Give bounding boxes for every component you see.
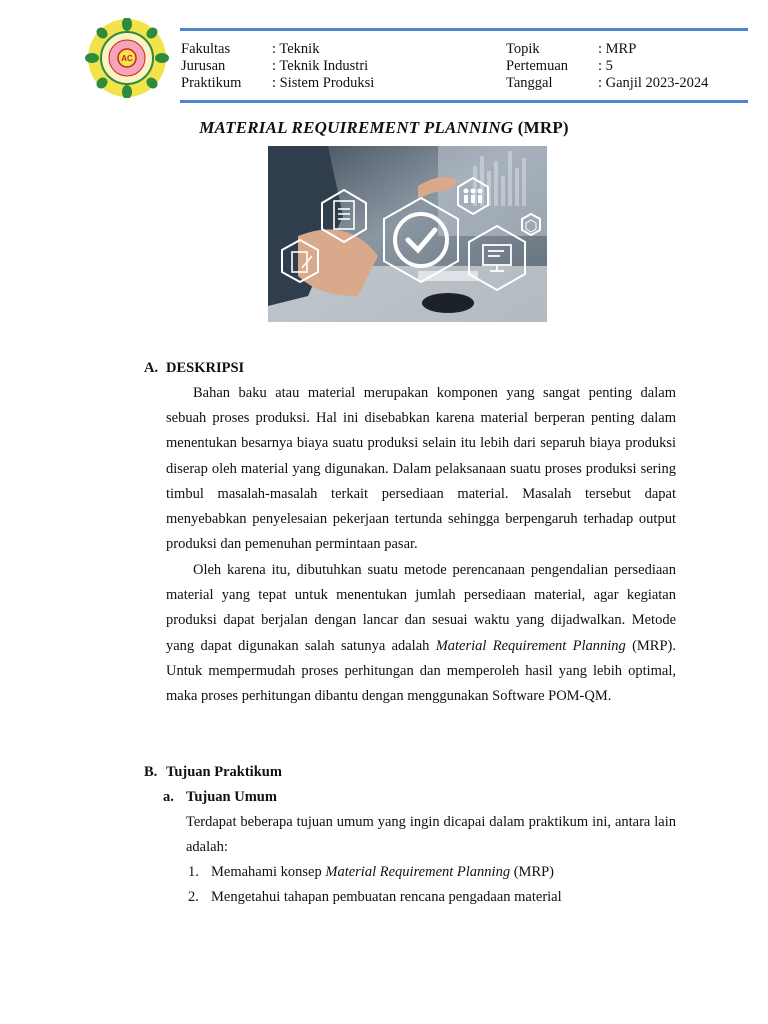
header-label-topik: Topik [506,41,540,57]
header-label-tanggal: Tanggal [506,75,553,91]
subsection-a-heading: Tujuan Umum [186,789,277,805]
section-a-heading: DESKRIPSI [166,360,245,376]
logo-text: AC [121,54,133,63]
header-value-tanggal: : Ganjil 2023-2024 [598,75,709,91]
header-label-praktikum: Praktikum [181,75,242,91]
university-logo [84,18,170,98]
subsection-a-marker: a. [163,789,174,805]
section-b-heading: Tujuan Praktikum [166,764,282,780]
mrp-illustration [268,146,547,322]
paragraph-2-italic: Material Requirement Planning [435,637,626,654]
people-icon [464,189,483,204]
list-item-text: Memahami konsep [211,864,326,880]
header-value-jurusan: : Teknik Industri [272,58,369,74]
section-a-marker: A. [144,360,159,376]
list-item-text: (MRP) [510,864,555,880]
paragraph-2-text-a: Oleh karena itu, dibutuhkan suatu metode perencanaan pengendalian persediaan material yang tepat untuk menentukan jumlah persediaan material, agar kegiatan produksi dapat berjalan dengan lancar dan sesuai waktu yang dijadwalkan. Metode yang dapat digunakan salah satunya adalah [166,562,676,654]
list-item [211,864,554,881]
header-value-pertemuan: : 5 [598,58,613,74]
header-label-jurusan: Jurusan [181,58,226,74]
header-rule-top [180,28,748,31]
page-title [0,118,768,138]
section-b-marker: B. [144,764,158,780]
header-label-fakultas: Fakultas [181,41,231,57]
paragraph-2-text-b: (MRP). Untuk mempermudah proses perhitungan dan memperoleh hasil yang lebih optimal, maka proses perhitungan dibantu dengan menggunakan Software POM-QM. [166,637,676,705]
section-a-paragraph-2 [166,558,676,709]
header-value-fakultas: : Teknik [272,41,320,57]
title-italic: MATERIAL REQUIREMENT PLANNING [199,118,514,137]
list-item [211,889,562,906]
list-item-italic: Material Requirement Planning [325,864,511,880]
list-item-text: Mengetahui tahapan pembuatan rencana pengadaan material [211,889,562,905]
header-value-topik: : MRP [598,41,637,57]
header-value-praktikum: : Sistem Produksi [272,75,375,91]
list-item-number: 2. [188,889,199,905]
tujuan-umum-intro: Terdapat beberapa tujuan umum yang ingin dicapai dalam praktikum ini, antara lain adalah: [186,814,676,856]
section-a-paragraph-1: Bahan baku atau material merupakan komponen yang sangat penting dalam sebuah proses produksi. Hal ini disebabkan karena material berperan penting dalam menentukan besarnya biaya suatu produksi selain itu lebih dari separuh biaya produksi diserap oleh material yang digunakan. Dalam pelaksanaan suatu proses produksi sering timbul masalah-masalah terkait persediaan material. Masalah tersebut dapat menyebabkan penyelesaian pekerjaan tertunda sehingga berpengaruh terhadap output produksi dan pemenuhan permintaan pasar. [166,385,676,553]
list-item-number: 1. [188,864,199,880]
title-plain: (MRP) [513,118,569,137]
header-label-pertemuan: Pertemuan [506,58,569,74]
header-rule-bottom [180,100,748,103]
